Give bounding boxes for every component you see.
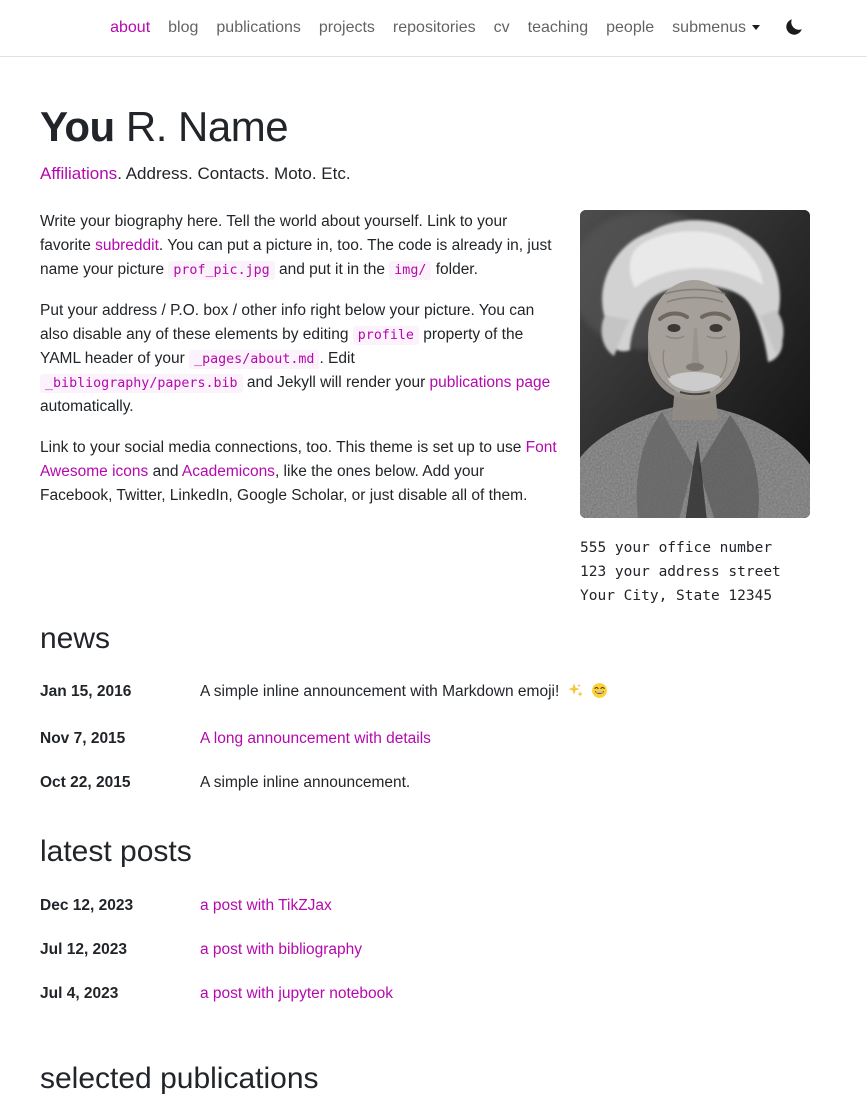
text-segment: Link to your social media connections, too. This theme is set up to use xyxy=(40,438,526,456)
news-table xyxy=(40,670,810,805)
bio-paragraph xyxy=(40,436,560,508)
nav-item-blog[interactable]: blog xyxy=(168,18,199,36)
post-date: Dec 12, 2023 xyxy=(40,896,134,914)
post-link[interactable]: a post with bibliography xyxy=(200,940,362,958)
inline-code: _bibliography/papers.bib xyxy=(40,374,243,393)
address-line: Your City, State 12345 xyxy=(580,587,773,604)
biography-text xyxy=(40,210,560,608)
bio-paragraph xyxy=(40,299,560,419)
news-announcement-link[interactable]: A long announcement with details xyxy=(200,730,431,748)
news-title: A simple inline announcement with Markdown emoji! xyxy=(200,683,560,701)
address-line: 123 your address street xyxy=(580,563,781,580)
text-segment: , like the ones below. Add your Facebook, Twitter, LinkedIn, Google Scholar, or just disable all of them. xyxy=(40,462,528,504)
nav-item-submenus-dropdown[interactable]: submenus xyxy=(663,10,769,47)
post-row xyxy=(40,928,810,972)
text-segment: . Edit xyxy=(319,349,355,367)
bio-section xyxy=(40,210,810,608)
latest-posts-section xyxy=(40,835,810,1016)
post-date: Jul 4, 2023 xyxy=(40,984,119,1002)
text-segment: and put it in the xyxy=(274,260,390,278)
inline-link[interactable]: subreddit xyxy=(95,236,159,254)
page-subtitle: Affiliations. Address. Contacts. Moto. Etc. xyxy=(40,164,351,184)
inline-link[interactable]: publications page xyxy=(429,373,551,391)
text-segment: Write your biography here. Tell the world about yourself. Link to your favorite xyxy=(40,212,508,254)
nav-item-repositories[interactable]: repositories xyxy=(392,18,476,36)
inline-code: _pages/about.md xyxy=(189,350,319,369)
nav-item-projects[interactable]: projects xyxy=(318,18,375,36)
posts-table xyxy=(40,884,810,1016)
news-heading: news xyxy=(40,621,111,655)
contact-address xyxy=(580,536,810,608)
news-date: Jan 15, 2016 xyxy=(40,683,132,701)
text-segment: property of the YAML header of your xyxy=(40,325,524,367)
text-segment: and Jekyll will render your xyxy=(242,373,430,391)
news-title: A simple inline announcement. xyxy=(200,774,411,792)
page-title xyxy=(40,103,810,151)
bio-paragraph xyxy=(40,210,560,282)
nav-item-publications[interactable]: publications xyxy=(216,18,301,36)
affiliations-link[interactable]: Affiliations xyxy=(40,164,118,184)
first-name: You xyxy=(40,103,115,150)
last-name: R. Name xyxy=(114,103,289,150)
text-segment: Put your address / P.O. box / other info right below your picture. You can also disable any of these elements by editing xyxy=(40,301,535,343)
inline-code: prof_pic.jpg xyxy=(168,261,274,280)
post-link[interactable]: a post with jupyter notebook xyxy=(200,984,394,1002)
text-segment: folder. xyxy=(431,260,478,278)
profile-photo xyxy=(580,210,810,518)
inline-code: img/ xyxy=(389,261,431,280)
selected-publications-heading: selected publications xyxy=(40,1061,319,1095)
grinning-face-emoji xyxy=(591,682,608,707)
nav-item-cv[interactable]: cv xyxy=(493,18,510,36)
latest-posts-heading: latest posts xyxy=(40,835,192,869)
post-row xyxy=(40,884,810,928)
inline-link[interactable]: Academicons xyxy=(181,462,275,480)
text-segment: . You can put a picture in, too. The code is already in, just name your picture xyxy=(40,236,552,278)
selected-publications-section xyxy=(40,1062,810,1096)
chevron-down-icon xyxy=(752,25,760,30)
news-row xyxy=(40,670,810,717)
nav-item-about[interactable]: about xyxy=(110,18,151,36)
inline-code: profile xyxy=(353,326,419,345)
news-section xyxy=(40,622,810,806)
dark-mode-toggle-button[interactable] xyxy=(779,13,810,43)
post-link[interactable]: a post with TikZJax xyxy=(200,896,332,914)
news-date: Nov 7, 2015 xyxy=(40,730,126,748)
post-row xyxy=(40,972,810,1016)
address-line: 555 your office number xyxy=(580,539,773,556)
inline-link[interactable]: Font Awesome icons xyxy=(40,438,557,480)
text-segment: automatically. xyxy=(40,397,134,415)
nav-item-people[interactable]: people xyxy=(606,18,655,36)
news-row xyxy=(40,761,810,805)
news-row xyxy=(40,717,810,761)
text-segment: and xyxy=(148,462,182,480)
top-navbar xyxy=(0,0,867,57)
news-date: Oct 22, 2015 xyxy=(40,774,131,792)
moon-icon xyxy=(785,17,804,39)
sparkles-emoji xyxy=(567,682,584,707)
nav-item-teaching[interactable]: teaching xyxy=(527,18,589,36)
post-date: Jul 12, 2023 xyxy=(40,940,128,958)
